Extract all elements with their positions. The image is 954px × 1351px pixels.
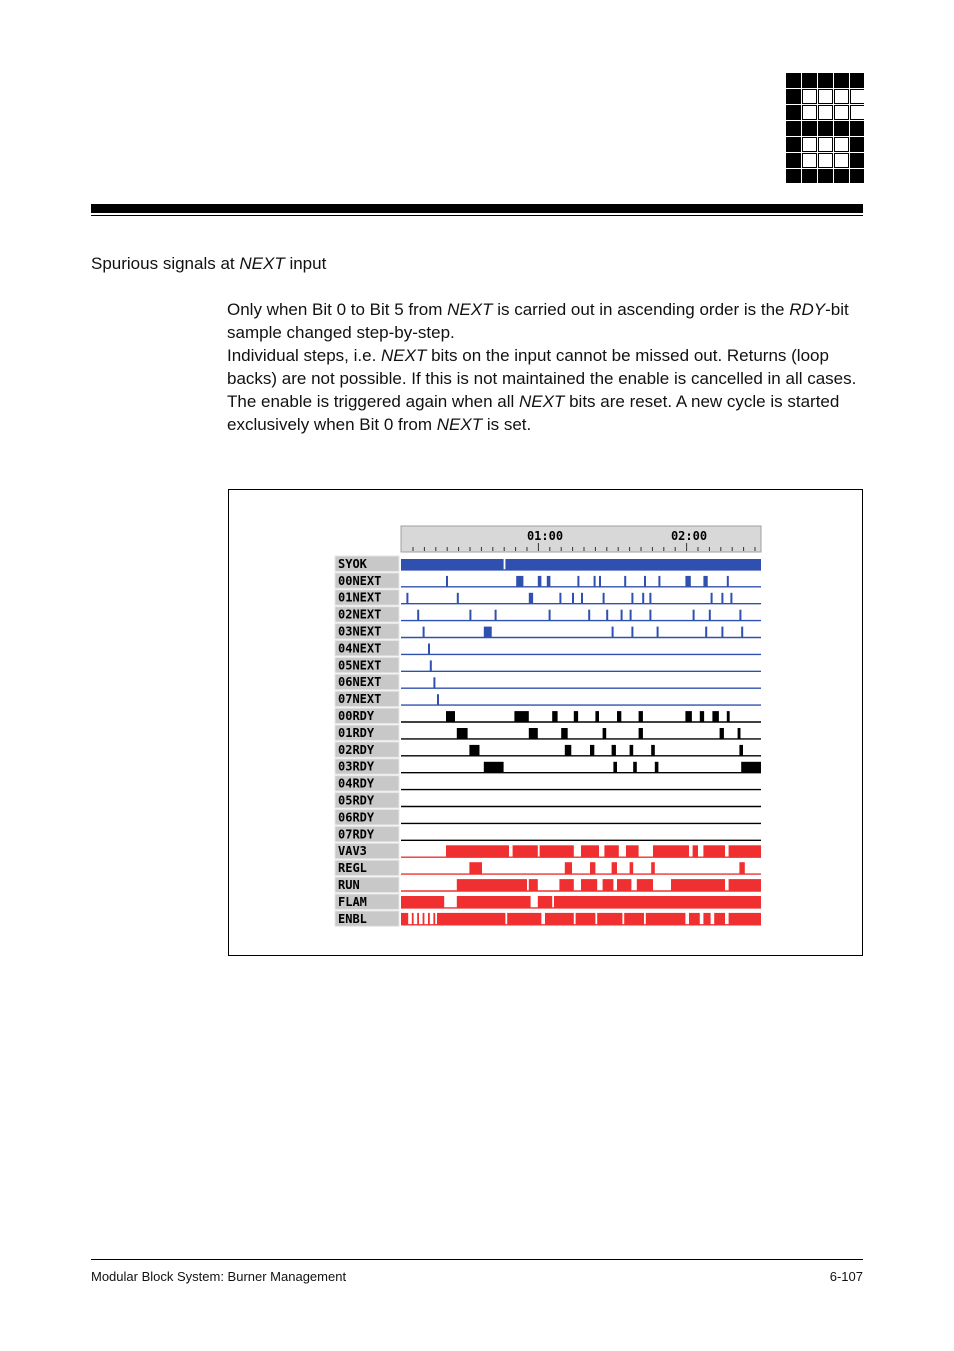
signal-pulse: [428, 644, 430, 655]
logo-cell: [819, 74, 833, 88]
signal-pulse: [572, 593, 574, 604]
signal-label: ENBL: [338, 911, 367, 926]
signal-pulse: [559, 879, 573, 891]
page-number: 6-107: [829, 1269, 863, 1284]
signal-pulse: [446, 845, 509, 857]
signal-label: 07NEXT: [338, 692, 382, 707]
signal-pulse: [529, 728, 538, 739]
signal-pulse: [513, 845, 538, 857]
signal-pulse: [540, 845, 574, 857]
logo-cell: [851, 74, 865, 88]
logo-cell: [819, 138, 833, 152]
signal-pulse: [469, 610, 471, 621]
signal-pulse: [401, 913, 408, 925]
signal-pulse: [612, 862, 617, 874]
signal-pulse: [612, 627, 614, 638]
signal-pulse: [606, 610, 608, 621]
logo-cell: [787, 106, 801, 120]
signal-pulse: [626, 845, 639, 857]
signal-pulse: [604, 845, 618, 857]
signal-pulse: [603, 728, 607, 739]
signal-pulse: [633, 762, 637, 773]
signal-label: 07RDY: [338, 827, 375, 842]
signal-pulse: [700, 711, 704, 722]
logo-cell: [851, 170, 865, 184]
logo-cell: [835, 90, 849, 104]
logo-cell: [851, 122, 865, 136]
logo-cell: [787, 122, 801, 136]
logo-cell: [835, 74, 849, 88]
signal-pulse: [630, 745, 634, 756]
signal-pulse: [599, 576, 601, 587]
logo-cell: [787, 90, 801, 104]
logo-cell: [851, 106, 865, 120]
signal-pulse: [711, 593, 713, 604]
signal-label: 02RDY: [338, 742, 375, 757]
logo-cell: [803, 122, 817, 136]
signal-pulse: [741, 627, 743, 638]
signal-pulse: [703, 913, 710, 925]
signal-pulse: [433, 913, 435, 925]
logo-cell: [803, 154, 817, 168]
signal-pulse: [651, 862, 655, 874]
signal-pulse: [671, 879, 725, 891]
section-title: Spurious signals at NEXT input: [91, 254, 327, 273]
signal-pulse: [739, 862, 744, 874]
header-rule-thick: [91, 204, 863, 213]
signal-label: 04NEXT: [338, 641, 382, 656]
signal-pulse: [594, 576, 596, 587]
logo-cell: [851, 154, 865, 168]
timing-diagram-figure: [228, 489, 863, 956]
signal-pulse: [554, 896, 761, 908]
signal-pulse: [401, 559, 504, 570]
logo-cell: [851, 138, 865, 152]
signal-pulse: [565, 862, 572, 874]
signal-label: VAV3: [338, 844, 367, 859]
logo-cell: [819, 106, 833, 120]
block-grid-logo: [786, 73, 864, 183]
signal-pulse: [709, 610, 711, 621]
footer-rule: [91, 1259, 863, 1260]
signal-pulse: [561, 728, 567, 739]
signal-pulse: [484, 627, 492, 638]
signal-pulse: [631, 627, 633, 638]
signal-pulse: [505, 559, 761, 570]
signal-pulse: [545, 913, 574, 925]
logo-cell: [835, 154, 849, 168]
signal-pulse: [430, 660, 432, 671]
logo-cell: [803, 106, 817, 120]
logo-cell: [787, 170, 801, 184]
signal-pulse: [457, 728, 468, 739]
signal-pulse: [741, 762, 761, 773]
header-rule-thin: [91, 215, 863, 216]
signal-pulse: [514, 711, 528, 722]
logo-cell: [835, 122, 849, 136]
signal-pulse: [630, 862, 634, 874]
signal-pulse: [446, 576, 448, 587]
signal-pulse: [712, 711, 718, 722]
signal-pulse: [581, 593, 583, 604]
signal-pulse: [417, 610, 419, 621]
logo-cell: [835, 170, 849, 184]
signal-pulse: [538, 896, 552, 908]
signal-pulse: [613, 762, 617, 773]
signal-pulse: [581, 879, 597, 891]
signal-pulse: [457, 593, 459, 604]
signal-pulse: [457, 879, 527, 891]
signal-pulse: [689, 913, 700, 925]
logo-cell: [819, 170, 833, 184]
signal-pulse: [630, 610, 632, 621]
signal-pulse: [588, 610, 590, 621]
signal-pulse: [653, 845, 689, 857]
signal-label: 01NEXT: [338, 590, 382, 605]
signal-label: 05RDY: [338, 793, 375, 808]
signal-pulse: [639, 711, 643, 722]
signal-pulse: [469, 745, 479, 756]
signal-pulse: [655, 762, 659, 773]
signal-label: 01RDY: [338, 725, 375, 740]
signal-pulse: [624, 913, 644, 925]
paragraph-1: Only when Bit 0 to Bit 5 from NEXT is carried out in ascending order is the RDY-bit sample changed step-by-step.: [227, 300, 849, 342]
signal-pulse: [617, 879, 631, 891]
signal-pulse: [423, 627, 425, 638]
signal-pulse: [437, 913, 505, 925]
signal-pulse: [657, 627, 659, 638]
logo-cell: [819, 154, 833, 168]
signal-label: 03NEXT: [338, 624, 382, 639]
signal-label: 06NEXT: [338, 675, 382, 690]
signal-pulse: [581, 845, 599, 857]
signal-pulse: [576, 913, 596, 925]
logo-cell: [803, 74, 817, 88]
signal-pulse: [720, 728, 724, 739]
signal-pulse: [693, 845, 698, 857]
signal-pulse: [469, 862, 482, 874]
logo-cell: [851, 90, 865, 104]
signal-pulse: [507, 913, 541, 925]
signal-pulse: [721, 593, 723, 604]
signal-pulse: [433, 677, 435, 688]
signal-pulse: [727, 576, 729, 587]
signal-pulse: [714, 913, 725, 925]
signal-label: 05NEXT: [338, 658, 382, 673]
signal-pulse: [649, 610, 651, 621]
signal-pulse: [729, 913, 761, 925]
signal-label: FLAM: [338, 894, 367, 909]
signal-pulse: [621, 610, 623, 621]
signal-pulse: [703, 845, 725, 857]
signal-pulse: [637, 879, 653, 891]
signal-pulse: [423, 913, 425, 925]
signal-label: REGL: [338, 861, 367, 876]
footer-title: Modular Block System: Burner Management: [91, 1269, 347, 1284]
signal-pulse: [658, 576, 660, 587]
signal-pulse: [617, 711, 621, 722]
signal-pulse: [685, 576, 690, 587]
signal-pulse: [738, 728, 741, 739]
signal-pulse: [705, 627, 707, 638]
signal-pulse: [644, 576, 646, 587]
logo-cell: [787, 154, 801, 168]
signal-pulse: [574, 711, 578, 722]
signal-pulse: [597, 913, 622, 925]
signal-pulse: [631, 593, 633, 604]
signal-pulse: [590, 745, 594, 756]
signal-pulse: [401, 896, 444, 908]
paragraph-2: Individual steps, i.e. NEXT bits on the input cannot be missed out. Returns (loop backs) are not possible. If this is not maintained the enable is cancelled in all cases. The enable is triggered again when all NEXT bits are reset. A new cycle is started exclusively when Bit 0 from NEXT is set.: [227, 346, 857, 434]
time-label: 02:00: [670, 529, 708, 543]
signal-pulse: [516, 576, 523, 587]
signal-pulse: [565, 745, 571, 756]
signal-pulse: [642, 593, 644, 604]
signal-pulse: [693, 610, 695, 621]
logo-cell: [787, 138, 801, 152]
signal-pulse: [412, 913, 414, 925]
signal-pulse: [457, 896, 531, 908]
signal-pulse: [703, 576, 707, 587]
signal-pulse: [417, 913, 419, 925]
signal-pulse: [649, 593, 651, 604]
signal-pulse: [577, 576, 579, 587]
signal-label: 03RDY: [338, 759, 375, 774]
signal-label: 02NEXT: [338, 607, 382, 622]
signal-label: SYOK: [338, 556, 367, 571]
time-label: 01:00: [526, 529, 564, 543]
logo-cell: [803, 170, 817, 184]
signal-label: 06RDY: [338, 810, 375, 825]
signal-pulse: [729, 879, 761, 891]
signal-pulse: [727, 711, 730, 722]
signal-pulse: [484, 762, 504, 773]
logo-cell: [787, 74, 801, 88]
signal-pulse: [612, 745, 616, 756]
signal-label: 04RDY: [338, 776, 375, 791]
signal-pulse: [603, 593, 605, 604]
signal-pulse: [495, 610, 497, 621]
signal-pulse: [646, 913, 686, 925]
signal-pulse: [549, 610, 551, 621]
logo-cell: [819, 122, 833, 136]
signal-pulse: [538, 576, 542, 587]
logo-cell: [803, 90, 817, 104]
signal-label: 00RDY: [338, 709, 375, 723]
signal-pulse: [739, 745, 743, 756]
logo-cell: [835, 138, 849, 152]
signal-pulse: [595, 711, 599, 722]
signal-label: 00NEXT: [338, 573, 382, 588]
signal-pulse: [406, 593, 408, 604]
logo-cell: [819, 90, 833, 104]
signal-pulse: [685, 711, 691, 722]
body-paragraph: [227, 298, 867, 436]
logo-cell: [835, 106, 849, 120]
signal-pulse: [529, 879, 538, 891]
signal-pulse: [437, 694, 439, 705]
signal-pulse: [624, 576, 626, 587]
signal-pulse: [651, 745, 655, 756]
timing-diagram: [229, 490, 862, 955]
signal-pulse: [547, 576, 551, 587]
signal-pulse: [552, 711, 557, 722]
signal-pulse: [739, 610, 741, 621]
signal-pulse: [559, 593, 561, 604]
signal-label: RUN: [338, 878, 360, 892]
signal-pulse: [446, 711, 455, 722]
signal-pulse: [639, 728, 643, 739]
signal-pulse: [730, 593, 732, 604]
signal-pulse: [529, 593, 533, 604]
signal-pulse: [590, 862, 595, 874]
signal-pulse: [603, 879, 614, 891]
signal-pulse: [721, 627, 723, 638]
logo-cell: [803, 138, 817, 152]
signal-pulse: [729, 845, 761, 857]
signal-pulse: [428, 913, 430, 925]
